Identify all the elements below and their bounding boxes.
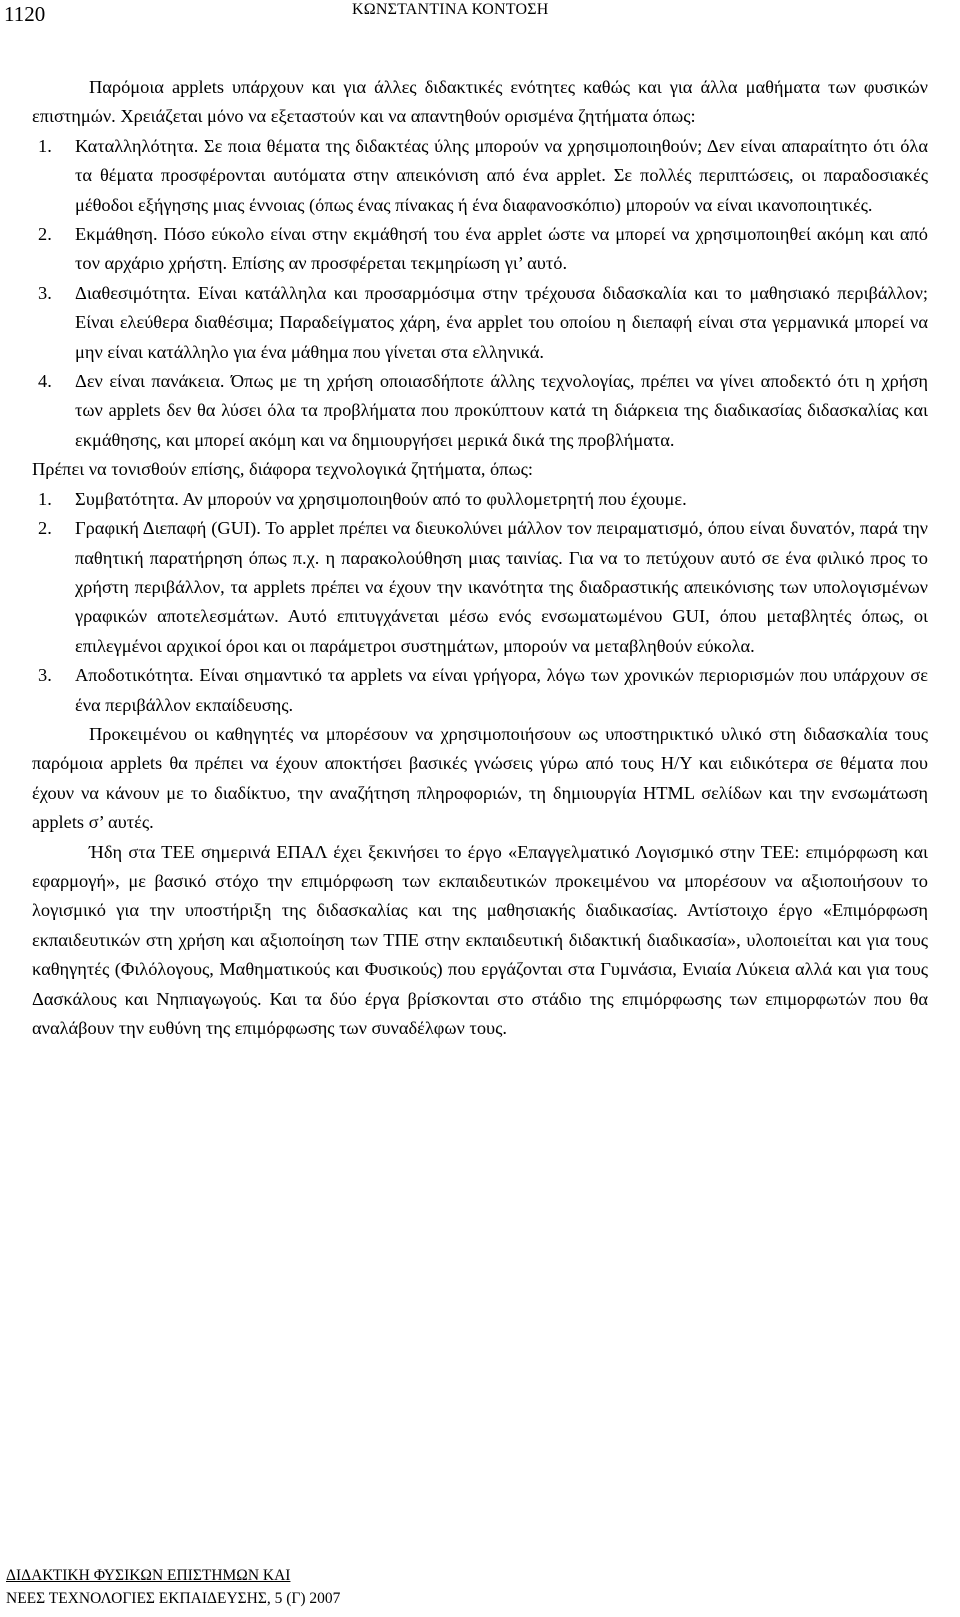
running-header-author: ΚΩΝΣΤΑΝΤΙΝΑ ΚΟΝΤΟΣΗ [352,1,549,18]
list-item [38,132,928,220]
article-body [32,73,928,1043]
list-item [38,367,928,455]
list-item-text: Δεν είναι πανάκεια. Όπως με τη χρήση οποιασδήποτε άλλης τεχνολογίας, πρέπει να γίνει αποδεκτό ότι η χρήση των applets δεν θα λύσει όλα τα προβλήματα που προκύπτουν κατά τη διάρκεια της διαδικασίας διδασκαλίας και εκμάθησης, και μπορεί ακόμη και να δημιουργήσει μερικά δικά της προβλήματα. [75,371,928,450]
list-item [38,485,928,514]
list-item-text: Διαθεσιμότητα. Είναι κατάλληλα και προσαρμόσιμα στην τρέχουσα διδασκαλία και το μαθησιακό περιβάλλον; Είναι ελεύθερα διαθέσιμα; Παραδείγματος χάρη, ένα applet του οποίου η διεπαφή είναι στα γερμανικά μπορεί να μην είναι κατάλληλο για ένα μάθημα που γίνεται στα ελληνικά. [75,282,928,362]
technical-issues-list [32,485,928,720]
considerations-list [32,132,928,455]
list-item-number: 1. [38,488,52,509]
list-item-text: Γραφική Διεπαφή (GUI). Το applet πρέπει να διευκολύνει μάλλον τον πειραματισμό, όπου είναι δυνατόν, παρά την παθητική παρατήρηση όπως π.χ. η παρακολούθηση μιας ταινίας. Για να το πετύχουν αυτό σε ένα φιλικό προς το χρήστη περιβάλλον, τα applets πρέπει να έχουν την ικανότητα της διαδραστικής απεικόνισης των υπολογισμένων γραφικών αποτελεσμάτων. Αυτό επιτυγχάνεται μέσω ενός ενσωματωμένου GUI, όπου μεταβλητές όπως, οι επιλεγμένοι αρχικοί όροι και οι παράμετροι συστημάτων, μπορούν να μεταβληθούν εύκολα. [75,518,928,656]
list-item [38,661,928,720]
journal-footer [6,1564,340,1610]
footer-journal-title: ΔΙΔΑΚΤΙΚΗ ΦΥΣΙΚΩΝ ΕΠΙΣΤΗΜΩΝ ΚΑΙ [6,1567,291,1584]
paragraph-tech-issues: Πρέπει να τονισθούν επίσης, διάφορα τεχνολογικά ζητήματα, όπως: [32,459,534,480]
list-item-number: 2. [38,518,52,539]
list-item-number: 2. [38,224,52,245]
footer-journal-issue: ΝΕΕΣ ΤΕΧΝΟΛΟΓΙΕΣ ΕΚΠΑΙΔΕΥΣΗΣ, 5 (Γ) 2007 [6,1590,341,1607]
list-item-text: Εκμάθηση. Πόσο εύκολο είναι στην εκμάθησή του ένα applet ώστε να μπορεί να χρησιμοποιηθεί ακόμη και από τον αρχάριο χρήστη. Επίσης αν προσφέρεται τεκμηρίωση γι’ αυτό. [75,224,928,274]
list-item-number: 1. [38,135,52,156]
list-item-text: Καταλληλότητα. Σε ποια θέματα της διδακτέας ύλης μπορούν να χρησιμοποιηθούν; Δεν είναι απαραίτητο ότι όλα τα θέματα προσφέρονται αυτόματα στην απεικόνιση από ένα applet. Σε πολλές περιπτώσεις, οι παραδοσιακές μέθοδοι εξήγησης μιας έννοιας (όπως ένας πίνακας ή ένα διαφανοσκόπιο) μπορούν να είναι ικανοποιητικές. [75,135,928,215]
list-item-text: Αποδοτικότητα. Είναι σημαντικό τα applets να είναι γρήγορα, λόγω των χρονικών περιορισμών που υπάρχουν σε ένα περιβάλλον εκπαίδευσης. [75,665,928,715]
list-item [38,220,928,279]
paragraph-teachers: Προκειμένου οι καθηγητές να μπορέσουν να χρησιμοποιήσουν ως υποστηρικτικό υλικό στη διδασκαλία τους παρόμοια applets θα πρέπει να έχουν αποκτήσει βασικές γνώσεις γύρω από τους Η/Υ και ειδικότερα σε θέματα που έχουν να κάνουν με το διαδίκτυο, την αναζήτηση πληροφοριών, τη δημιουργία HTML σελίδων και την ενσωμάτωση applets σ’ αυτές. [32,723,928,833]
list-item [38,514,928,661]
paragraph-intro: Παρόμοια applets υπάρχουν και για άλλες διδακτικές ενότητες καθώς και για άλλα μαθήματα των φυσικών επιστημών. Χρειάζεται μόνο να εξεταστούν και να απαντηθούν ορισμένα ζητήματα όπως: [32,77,928,127]
list-item [38,279,928,367]
list-item-number: 4. [38,371,52,392]
paragraph-projects: Ήδη στα ΤΕΕ σημερινά ΕΠΑΛ έχει ξεκινήσει το έργο «Επαγγελματικό Λογισμικό στην ΤΕΕ: επιμόρφωση και εφαρμογή», με βασικό στόχο την επιμόρφωση των εκπαιδευτικών προκειμένου να μπορέσουν να αξιοποιήσουν το λογισμικό για την υποστήριξη της διδασκαλίας και της μαθησιακής διαδικασίας. Αντίστοιχο έργο «Επιμόρφωση εκπαιδευτικών στη χρήση και αξιοποίηση των ΤΠΕ στην εκπαιδευτική διδακτική διαδικασία», υλοποιείται και για τους καθηγητές (Φιλόλογους, Μαθηματικούς και Φυσικούς) που εργάζονται στα Γυμνάσια, Ενιαία Λύκεια αλλά και για τους Δασκάλους και Νηπιαγωγούς. Και τα δύο έργα βρίσκονται στο στάδιο της επιμόρφωσης των επιμορφωτών που θα αναλάβουν την ευθύνη της επιμόρφωσης των συναδέλφων τους. [32,841,928,1038]
page-number: 1120 [4,2,46,26]
list-item-number: 3. [38,282,52,303]
list-item-number: 3. [38,665,52,686]
list-item-text: Συμβατότητα. Αν μπορούν να χρησιμοποιηθούν από το φυλλομετρητή που έχουμε. [75,488,687,509]
